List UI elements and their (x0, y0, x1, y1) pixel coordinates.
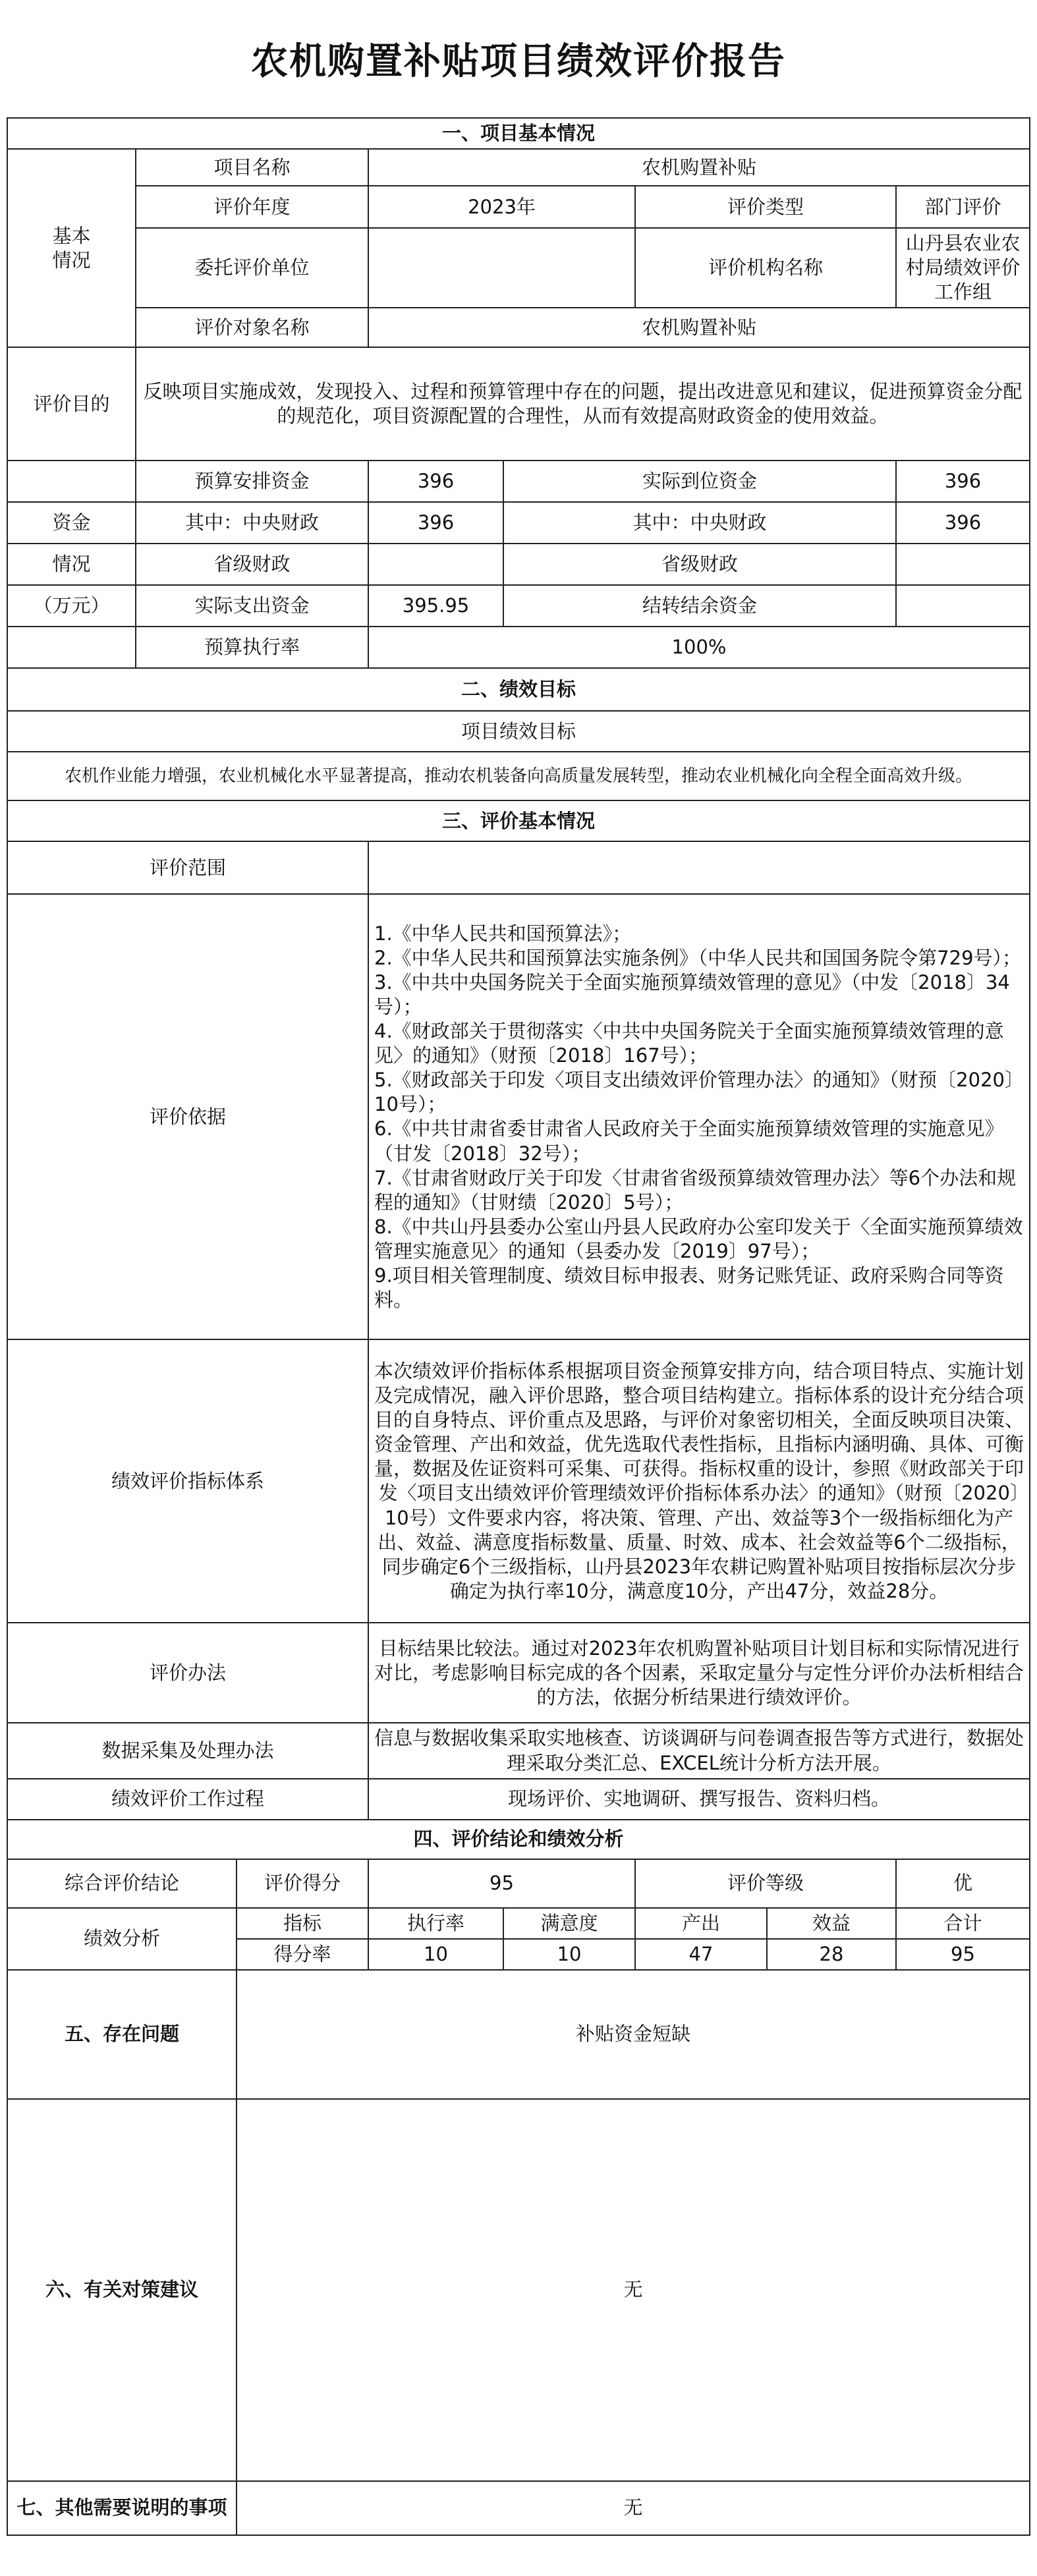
fund-status-label: 情况 (7, 544, 136, 585)
spent-value: 395.95 (368, 585, 503, 627)
goal-text: 农机作业能力增强，农业机械化水平显著提高，推动农机装备向高质量发展转型，推动农业机械化向全程全面高效升级。 (7, 752, 1030, 800)
index-system-text: 本次绩效评价指标体系根据项目资金预算安排方向，结合项目特点、实施计划及完成情况，融入评价思路，整合项目结构建立。指标体系的设计充分结合项目的自身特点、评价重点及思路，与评价对象密切相关，全面反映项目决策、资金管理、产出和效益，优先选取代表性指标，且指标内涵明确、具体、可衡量，数据及佐证资料可采集、可获得。指标权重的设计，参照《财政部关于印发〈项目支出绩效评价管理绩效评价指标体系办法〉的通知》（财预〔2020〕10号）文件要求内容，将决策、管理、产出、效益等3个一级指标细化为产出、效益、满意度指标数量、质量、时效、成本、社会效益等6个二级指标，同步确定6个三级指标，山丹县2023年农耕记购置补贴项目按指标层次分步确定为执行率10分，满意度10分，产出47分，效益28分。 (368, 1339, 1030, 1623)
budget-value: 396 (368, 461, 503, 502)
basic-info-label: 基本 情况 (7, 149, 136, 347)
rate-header: 得分率 (237, 1939, 368, 1970)
central-actual-label: 其中：中央财政 (503, 502, 896, 544)
object-label: 评价对象名称 (136, 308, 368, 347)
index-system-label: 绩效评价指标体系 (7, 1339, 368, 1623)
project-name-label: 项目名称 (136, 149, 368, 186)
fund-label: 资金 (7, 502, 136, 544)
fund-unit-label: （万元） (7, 585, 136, 627)
col-total-header: 合计 (896, 1908, 1030, 1939)
basis-item: 1.《中华人民共和国预算法》； (374, 922, 632, 945)
process-label: 绩效评价工作过程 (7, 1779, 368, 1820)
col-benefit-header: 效益 (767, 1908, 896, 1939)
province-actual-label: 省级财政 (503, 544, 896, 585)
budget-label: 预算安排资金 (136, 461, 368, 502)
scope-value (368, 841, 1030, 894)
basis-item: 5.《财政部关于印发〈项目支出绩效评价管理办法〉的通知》（财预〔2020〕10号）； (374, 1069, 1024, 1116)
col-execution-header: 执行率 (368, 1908, 503, 1939)
purpose-text: 反映项目实施成效，发现投入、过程和预算管理中存在的问题，提出改进意见和建议，促进预算资金分配的规范化，项目资源配置的合理性，从而有效提高财政资金的使用效益。 (136, 347, 1030, 461)
basis-item: 4.《财政部关于贯彻落实〈中共中央国务院关于全面实施预算绩效管理的意见〉的通知》（财预〔2018〕167号）； (374, 1020, 1004, 1067)
report-table (7, 117, 1030, 2536)
project-name-value: 农机购置补贴 (368, 149, 1030, 186)
spent-label: 实际支出资金 (136, 585, 368, 627)
province-budget-value (368, 544, 503, 585)
province-label: 省级财政 (136, 544, 368, 585)
page-title: 农机购置补贴项目绩效评价报告 (251, 40, 786, 83)
eval-type-value: 部门评价 (896, 186, 1030, 228)
score-benefit: 28 (767, 1939, 896, 1970)
score-execution: 10 (368, 1939, 503, 1970)
balance-value (896, 585, 1030, 627)
agency-label: 评价机构名称 (635, 228, 896, 308)
rate-value: 100% (368, 627, 1030, 668)
grade-value: 优 (896, 1859, 1030, 1908)
process-text: 现场评价、实地调研、撰写报告、资料归档。 (368, 1779, 1030, 1820)
basis-label: 评价依据 (7, 894, 368, 1339)
section-2-heading: 二、绩效目标 (7, 668, 1030, 711)
method-label: 评价办法 (7, 1623, 368, 1723)
score-value: 95 (368, 1859, 635, 1908)
eval-type-label: 评价类型 (635, 186, 896, 228)
other-notes-text: 无 (237, 2481, 1030, 2535)
basis-item: 8.《中共山丹县委办公室山丹县人民政府办公室印发关于〈全面实施预算绩效管理实施意见〉的通知（县委办发〔2019〕97号）； (374, 1215, 1023, 1262)
basis-item: 6.《中共甘肃省委甘肃省人民政府关于全面实施预算绩效管理的实施意见》（甘发〔2018〕32号）； (374, 1117, 1004, 1165)
basis-item: 9.项目相关管理制度、绩效目标申报表、财务记账凭证、政府采购合同等资料。 (374, 1264, 1004, 1312)
score-label: 评价得分 (237, 1859, 368, 1908)
object-value: 农机购置补贴 (368, 308, 1030, 347)
score-satisfaction: 10 (503, 1939, 635, 1970)
section-6-heading: 六、有关对策建议 (7, 2099, 237, 2481)
suggestions-text: 无 (237, 2099, 1030, 2481)
analysis-label: 绩效分析 (7, 1908, 237, 1970)
data-collection-label: 数据采集及处理办法 (7, 1723, 368, 1778)
basis-item: 2.《中华人民共和国预算法实施条例》（中华人民共和国国务院令第729号）； (374, 946, 1022, 969)
goal-subheading: 项目绩效目标 (7, 711, 1030, 752)
scope-label: 评价范围 (7, 841, 368, 894)
basis-item: 7.《甘肃省财政厅关于印发〈甘肃省省级预算绩效管理办法〉等6个办法和规程的通知》（甘财绩〔2020〕5号）； (374, 1166, 1017, 1214)
section-3-heading: 三、评价基本情况 (7, 800, 1030, 841)
data-collection-text: 信息与数据收集采取实地核查、访谈调研与问卷调查报告等方式进行，数据处理采取分类汇总、EXCEL统计分析方法开展。 (368, 1723, 1030, 1778)
metric-header: 指标 (237, 1908, 368, 1939)
actual-label: 实际到位资金 (503, 461, 896, 502)
col-output-header: 产出 (635, 1908, 767, 1939)
section-5-heading: 五、存在问题 (7, 1970, 237, 2099)
score-total: 95 (896, 1939, 1030, 1970)
actual-value: 396 (896, 461, 1030, 502)
eval-year-label: 评价年度 (136, 186, 368, 228)
rate-blank-cell (7, 627, 136, 668)
fund-blank-cell (7, 461, 136, 502)
central-budget-value: 396 (368, 502, 503, 544)
conclusion-label: 综合评价结论 (7, 1859, 237, 1908)
commission-label: 委托评价单位 (136, 228, 368, 308)
commission-value (368, 228, 635, 308)
score-output: 47 (635, 1939, 767, 1970)
grade-label: 评价等级 (635, 1859, 896, 1908)
rate-label: 预算执行率 (136, 627, 368, 668)
province-actual-value (896, 544, 1030, 585)
basis-list (368, 894, 1030, 1339)
basis-item: 3.《中共中央国务院关于全面实施预算绩效管理的意见》（中发〔2018〕34号）； (374, 970, 1010, 1018)
purpose-label: 评价目的 (7, 347, 136, 461)
central-label: 其中：中央财政 (136, 502, 368, 544)
section-1-heading: 一、项目基本情况 (7, 118, 1030, 149)
central-actual-value: 396 (896, 502, 1030, 544)
eval-year-value: 2023年 (368, 186, 635, 228)
balance-label: 结转结余资金 (503, 585, 896, 627)
problems-text: 补贴资金短缺 (237, 1970, 1030, 2099)
col-satisfaction-header: 满意度 (503, 1908, 635, 1939)
section-4-heading: 四、评价结论和绩效分析 (7, 1820, 1030, 1859)
section-7-heading: 七、其他需要说明的事项 (7, 2481, 237, 2535)
method-text: 目标结果比较法。通过对2023年农机购置补贴项目计划目标和实际情况进行对比，考虑影响目标完成的各个因素，采取定量分与定性分评价办法析相结合的方法，依据分析结果进行绩效评价。 (368, 1623, 1030, 1723)
agency-value: 山丹县农业农村局绩效评价工作组 (896, 228, 1030, 308)
